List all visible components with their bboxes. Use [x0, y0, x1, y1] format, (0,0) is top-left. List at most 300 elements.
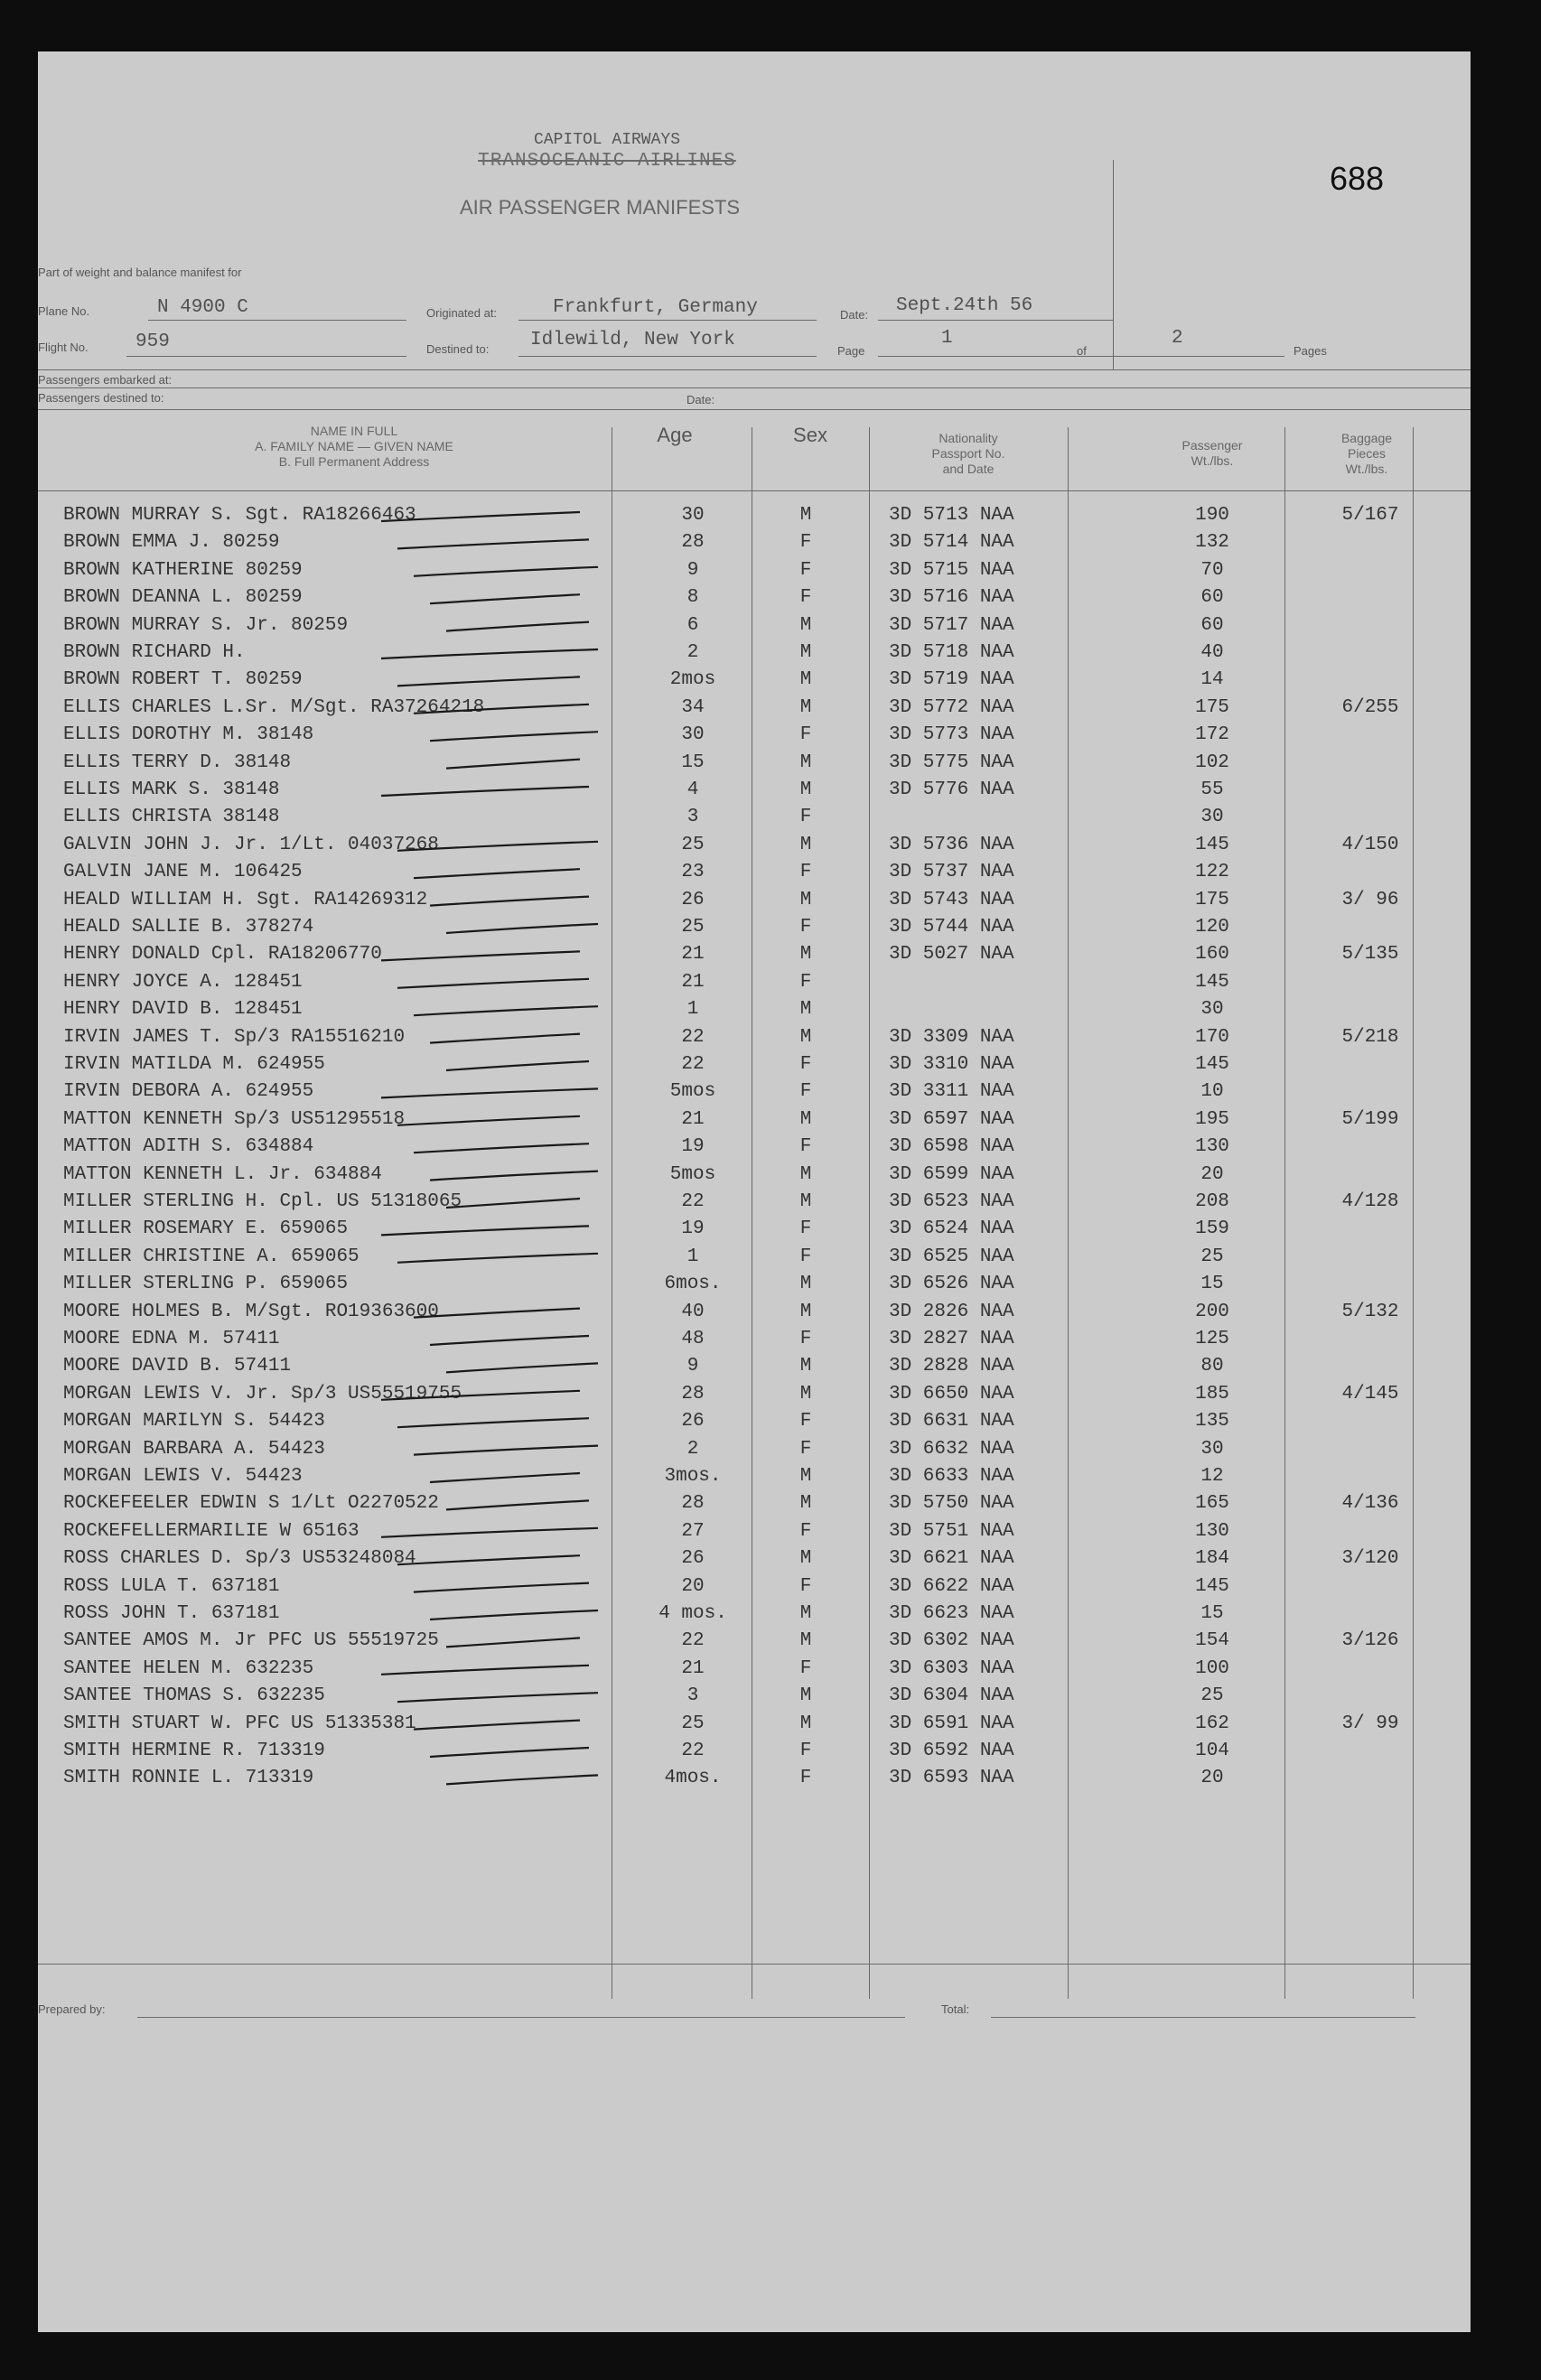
passenger-name: BROWN EMMA J. 80259: [63, 532, 280, 554]
prepared-label: Prepared by:: [38, 2002, 106, 2016]
passenger-age: 27: [681, 1520, 705, 1542]
passenger-weight: 70: [1200, 559, 1224, 581]
passenger-weight: 102: [1195, 751, 1229, 773]
passenger-weight: 154: [1195, 1630, 1229, 1652]
pen-stroke: [381, 787, 589, 796]
passenger-baggage: 5/132: [1341, 1301, 1399, 1322]
passenger-age: 4 mos.: [658, 1603, 727, 1624]
pen-stroke: [446, 1199, 580, 1208]
pen-stroke: [397, 539, 589, 548]
passenger-passport: 3D 5718 NAA: [889, 642, 1014, 663]
passenger-name: MORGAN LEWIS V. Jr. Sp/3 US55519755: [63, 1383, 462, 1405]
passenger-name: HEALD SALLIE B. 378274: [63, 917, 314, 938]
passenger-age: 20: [681, 1575, 705, 1597]
passenger-baggage: 3/ 99: [1341, 1713, 1399, 1734]
pen-stroke: [446, 1638, 580, 1647]
passenger-sex: F: [799, 1575, 812, 1597]
col-bag-line2: Pieces: [1347, 446, 1387, 461]
passenger-passport: 3D 5743 NAA: [889, 889, 1014, 910]
passenger-age: 9: [686, 559, 699, 581]
passenger-passport: 3D 5716 NAA: [889, 587, 1014, 609]
passenger-passport: 3D 5737 NAA: [889, 862, 1014, 883]
passenger-name: ROCKEFELLERMARILIE W 65163: [63, 1520, 360, 1542]
passenger-sex: M: [799, 1301, 812, 1322]
passenger-weight: 30: [1200, 999, 1224, 1021]
passenger-passport: 3D 2827 NAA: [889, 1329, 1014, 1349]
passenger-sex: M: [799, 1191, 812, 1212]
passenger-passport: 3D 3309 NAA: [889, 1026, 1014, 1048]
passenger-age: 22: [681, 1191, 705, 1212]
pen-stroke: [446, 1500, 589, 1509]
passenger-name: HENRY DAVID B. 128451: [63, 999, 303, 1021]
passenger-baggage: 4/128: [1341, 1191, 1399, 1212]
col-nat-line3: and Date: [942, 462, 995, 476]
passenger-sex: F: [799, 1218, 812, 1240]
passenger-baggage: 4/145: [1341, 1383, 1399, 1405]
passenger-age: 22: [681, 1630, 705, 1652]
passenger-name: SANTEE AMOS M. Jr PFC US 55519725: [63, 1630, 439, 1652]
passenger-age: 5mos: [669, 1081, 716, 1103]
passenger-sex: F: [799, 724, 812, 746]
passenger-name: ROSS LULA T. 637181: [63, 1575, 280, 1597]
passenger-sex: M: [799, 696, 812, 718]
passenger-name: SMITH RONNIE L. 713319: [63, 1768, 314, 1789]
passenger-baggage: 3/120: [1341, 1548, 1399, 1570]
passenger-sex: F: [799, 971, 812, 993]
passenger-name: BROWN MURRAY S. Sgt. RA18266463: [63, 505, 416, 526]
pen-stroke: [381, 951, 580, 960]
total-label: Total:: [941, 2002, 970, 2016]
passenger-name: GALVIN JANE M. 106425: [63, 862, 303, 883]
passenger-age: 30: [681, 724, 705, 746]
passenger-weight: 175: [1195, 889, 1229, 910]
passenger-weight: 25: [1200, 1685, 1224, 1707]
passenger-passport: 3D 5772 NAA: [889, 696, 1014, 718]
passenger-age: 23: [681, 862, 705, 883]
pen-stroke: [397, 1693, 598, 1702]
passenger-age: 4: [686, 779, 699, 800]
passenger-sex: F: [799, 1054, 812, 1075]
passenger-weight: 12: [1200, 1466, 1224, 1487]
passenger-weight: 145: [1195, 1054, 1229, 1075]
passenger-name: MILLER STERLING P. 659065: [63, 1274, 349, 1295]
col-bag-line1: Baggage: [1340, 431, 1393, 445]
passenger-passport: 3D 6523 NAA: [889, 1191, 1014, 1212]
pen-strokes: [38, 51, 1471, 2332]
passenger-passport: 3D 6592 NAA: [889, 1741, 1014, 1761]
passenger-passport: 3D 6632 NAA: [889, 1438, 1014, 1460]
pen-stroke: [446, 924, 598, 933]
date-value: Sept.24th 56: [896, 295, 1033, 316]
passenger-sex: F: [799, 587, 812, 609]
passenger-weight: 104: [1195, 1741, 1229, 1761]
passenger-age: 4mos.: [664, 1768, 722, 1789]
passenger-sex: M: [799, 614, 812, 636]
passenger-passport: 3D 2828 NAA: [889, 1356, 1014, 1377]
passenger-sex: M: [799, 1383, 812, 1405]
passenger-weight: 160: [1195, 944, 1229, 966]
passenger-age: 26: [681, 1411, 705, 1433]
passenger-name: ROCKEFEELER EDWIN S 1/Lt O2270522: [63, 1493, 439, 1515]
passenger-name: BROWN DEANNA L. 80259: [63, 587, 303, 609]
passenger-age: 22: [681, 1741, 705, 1761]
page-value: 1: [941, 328, 953, 349]
passenger-sex: F: [799, 1657, 812, 1679]
passenger-name: MORGAN BARBARA A. 54423: [63, 1438, 325, 1460]
passenger-weight: 185: [1195, 1383, 1229, 1405]
passenger-age: 26: [681, 1548, 705, 1570]
pen-stroke: [446, 1061, 589, 1070]
passenger-weight: 162: [1195, 1713, 1229, 1734]
passenger-weight: 172: [1195, 724, 1229, 746]
passenger-weight: 190: [1195, 505, 1229, 526]
rule-prepared: [137, 2017, 905, 2018]
pen-stroke: [430, 732, 598, 741]
passenger-weight: 200: [1195, 1301, 1229, 1322]
passenger-age: 34: [681, 696, 705, 718]
passenger-weight: 132: [1195, 532, 1229, 554]
passenger-age: 28: [681, 532, 705, 554]
passenger-name: IRVIN MATILDA M. 624955: [63, 1054, 325, 1075]
passenger-name: IRVIN DEBORA A. 624955: [63, 1081, 314, 1103]
passenger-weight: 25: [1200, 1246, 1224, 1267]
passenger-passport: 3D 6621 NAA: [889, 1548, 1014, 1570]
rule-total: [991, 2017, 1415, 2018]
passenger-sex: M: [799, 944, 812, 966]
pen-stroke: [430, 1034, 580, 1043]
col-sex-header: Sex: [793, 424, 827, 446]
passenger-sex: M: [799, 1685, 812, 1707]
pen-stroke: [430, 1748, 589, 1757]
pen-stroke: [381, 1528, 598, 1537]
pen-stroke: [414, 1721, 580, 1730]
pen-stroke: [397, 1116, 580, 1125]
struck-company-name: TRANSOCEANIC AIRLINES: [478, 151, 736, 172]
passenger-sex: M: [799, 1548, 812, 1570]
pen-stroke: [397, 677, 580, 686]
col-nat-line2: Passport No.: [931, 446, 1005, 461]
passenger-age: 2mos: [669, 669, 716, 691]
passenger-name: GALVIN JOHN J. Jr. 1/Lt. 04037268: [63, 834, 439, 855]
pen-stroke: [446, 622, 589, 631]
passenger-passport: 3D 6304 NAA: [889, 1685, 1014, 1707]
passenger-age: 25: [681, 834, 705, 855]
passenger-age: 3: [686, 1685, 699, 1707]
passenger-age: 21: [681, 1108, 705, 1130]
flight-label: Flight No.: [38, 341, 89, 354]
passenger-weight: 120: [1195, 917, 1229, 938]
flight-no: 959: [135, 331, 170, 352]
passenger-age: 2: [686, 1438, 699, 1460]
passenger-name: MILLER ROSEMARY E. 659065: [63, 1218, 349, 1240]
pen-stroke: [381, 1088, 598, 1097]
passenger-age: 19: [681, 1136, 705, 1158]
passenger-sex: F: [799, 1520, 812, 1542]
passenger-weight: 30: [1200, 807, 1224, 828]
passenger-weight: 145: [1195, 971, 1229, 993]
destined-label: Destined to:: [426, 342, 490, 356]
passenger-age: 30: [681, 505, 705, 526]
passenger-passport: 3D 5713 NAA: [889, 505, 1014, 526]
passenger-weight: 159: [1195, 1218, 1229, 1240]
passenger-age: 25: [681, 917, 705, 938]
passenger-age: 48: [681, 1329, 705, 1349]
passenger-age: 40: [681, 1301, 705, 1322]
pen-stroke: [414, 1583, 589, 1592]
pen-stroke: [446, 1363, 598, 1372]
passenger-weight: 125: [1195, 1329, 1229, 1349]
col-wt-line1: Passenger: [1181, 438, 1243, 453]
pen-stroke: [397, 1555, 580, 1564]
passenger-age: 1: [686, 1246, 699, 1267]
passenger-name: MILLER CHRISTINE A. 659065: [63, 1246, 360, 1267]
passenger-passport: 3D 5715 NAA: [889, 559, 1014, 581]
passenger-weight: 80: [1200, 1356, 1224, 1377]
passenger-age: 26: [681, 889, 705, 910]
passenger-age: 6: [686, 614, 699, 636]
col-name-line1: NAME IN FULL: [310, 424, 398, 438]
passenger-name: MATTON KENNETH L. Jr. 634884: [63, 1163, 382, 1185]
passenger-passport: 3D 5750 NAA: [889, 1493, 1014, 1515]
passenger-sex: F: [799, 807, 812, 828]
passenger-name: ELLIS DOROTHY M. 38148: [63, 724, 314, 746]
passenger-sex: M: [799, 505, 812, 526]
col-nat-line1: Nationality: [939, 431, 998, 445]
plane-no: N 4900 C: [157, 297, 248, 318]
passenger-age: 25: [681, 1713, 705, 1734]
passenger-weight: 145: [1195, 834, 1229, 855]
part-of-label: Part of weight and balance manifest for: [38, 266, 242, 279]
passenger-age: 1: [686, 999, 699, 1021]
passenger-weight: 195: [1195, 1108, 1229, 1130]
pen-stroke: [397, 1254, 598, 1263]
passenger-name: BROWN RICHARD H.: [63, 642, 246, 663]
passenger-age: 22: [681, 1054, 705, 1075]
passenger-passport: 3D 5775 NAA: [889, 751, 1014, 773]
passenger-sex: M: [799, 1603, 812, 1624]
passenger-passport: 3D 6598 NAA: [889, 1136, 1014, 1158]
pen-stroke: [430, 1336, 589, 1345]
pen-stroke: [397, 1418, 589, 1427]
passenger-sex: F: [799, 917, 812, 938]
col-name-line3: B. Full Permanent Address: [278, 454, 430, 469]
passenger-name: SMITH STUART W. PFC US 51335381: [63, 1713, 416, 1734]
passenger-sex: F: [799, 1411, 812, 1433]
passenger-sex: F: [799, 559, 812, 581]
passenger-sex: M: [799, 1026, 812, 1048]
passenger-passport: 3D 5773 NAA: [889, 724, 1014, 746]
passenger-sex: F: [799, 532, 812, 554]
pen-stroke: [381, 512, 580, 521]
passenger-weight: 145: [1195, 1575, 1229, 1597]
passenger-sex: F: [799, 862, 812, 883]
passenger-name: SMITH HERMINE R. 713319: [63, 1741, 325, 1761]
pen-stroke: [414, 567, 598, 576]
passenger-passport: 3D 5717 NAA: [889, 614, 1014, 636]
passenger-passport: 3D 6593 NAA: [889, 1768, 1014, 1789]
pen-stroke: [430, 1171, 598, 1181]
passenger-weight: 60: [1200, 614, 1224, 636]
page-number: 688: [1330, 160, 1385, 197]
passenger-name: ELLIS MARK S. 38148: [63, 779, 280, 800]
pages-label: Pages: [1294, 344, 1327, 358]
pen-stroke: [397, 842, 598, 851]
passenger-baggage: 5/218: [1341, 1026, 1399, 1048]
pen-stroke: [414, 869, 580, 878]
originated-label: Originated at:: [426, 306, 498, 320]
passenger-passport: 3D 5714 NAA: [889, 532, 1014, 554]
pen-stroke: [381, 649, 598, 658]
pen-stroke: [414, 1446, 598, 1455]
passenger-passport: 3D 6526 NAA: [889, 1274, 1014, 1295]
pen-stroke: [446, 1775, 598, 1784]
passenger-age: 21: [681, 971, 705, 993]
passenger-sex: M: [799, 751, 812, 773]
passenger-passport: 3D 3311 NAA: [889, 1081, 1014, 1103]
passenger-name: HENRY JOYCE A. 128451: [63, 971, 303, 993]
passenger-weight: 208: [1195, 1191, 1229, 1212]
passenger-passport: 3D 6591 NAA: [889, 1713, 1014, 1734]
passenger-sex: M: [799, 1356, 812, 1377]
passenger-sex: F: [799, 1136, 812, 1158]
passenger-weight: 184: [1195, 1548, 1229, 1570]
passenger-passport: 3D 6631 NAA: [889, 1411, 1014, 1433]
pen-stroke: [430, 1473, 580, 1482]
passenger-weight: 15: [1200, 1274, 1224, 1295]
passenger-name: MILLER STERLING H. Cpl. US 51318065: [63, 1191, 462, 1212]
passenger-name: MATTON ADITH S. 634884: [63, 1136, 314, 1158]
passenger-weight: 60: [1200, 587, 1224, 609]
passenger-sex: M: [799, 889, 812, 910]
passenger-passport: 3D 6633 NAA: [889, 1466, 1014, 1487]
passenger-age: 9: [686, 1356, 699, 1377]
passenger-sex: M: [799, 642, 812, 663]
passenger-age: 6mos.: [664, 1274, 722, 1295]
passenger-weight: 100: [1195, 1657, 1229, 1679]
passenger-name: ELLIS TERRY D. 38148: [63, 751, 292, 773]
passenger-sex: F: [799, 1329, 812, 1349]
passenger-passport: 3D 6302 NAA: [889, 1630, 1014, 1652]
passenger-passport: 3D 5751 NAA: [889, 1520, 1014, 1542]
passenger-age: 2: [686, 642, 699, 663]
passenger-sex: M: [799, 834, 812, 855]
col-name-line2: A. FAMILY NAME — GIVEN NAME: [255, 439, 453, 453]
passenger-name: ROSS CHARLES D. Sp/3 US53248084: [63, 1548, 416, 1570]
passenger-name: IRVIN JAMES T. Sp/3 RA15516210: [63, 1026, 406, 1048]
passenger-sex: M: [799, 999, 812, 1021]
passenger-name: MATTON KENNETH Sp/3 US51295518: [63, 1108, 406, 1130]
passenger-weight: 130: [1195, 1520, 1229, 1542]
passenger-sex: M: [799, 1274, 812, 1295]
pen-stroke: [430, 897, 589, 906]
rule-table-bottom: [38, 1964, 1471, 1965]
passenger-name: HEALD WILLIAM H. Sgt. RA14269312: [63, 889, 428, 910]
date2-label: Date:: [686, 393, 715, 406]
passenger-passport: 3D 5776 NAA: [889, 779, 1014, 800]
passenger-name: MOORE DAVID B. 57411: [63, 1356, 292, 1377]
passenger-age: 22: [681, 1026, 705, 1048]
passenger-weight: 15: [1200, 1603, 1224, 1624]
passenger-sex: M: [799, 669, 812, 691]
passenger-sex: M: [799, 1493, 812, 1515]
passenger-weight: 130: [1195, 1136, 1229, 1158]
embarked-label: Passengers embarked at:: [38, 373, 173, 387]
page-label: Page: [837, 344, 865, 358]
passenger-weight: 135: [1195, 1411, 1229, 1433]
passenger-baggage: 3/ 96: [1341, 889, 1399, 910]
passenger-sex: M: [799, 1163, 812, 1185]
passenger-passport: 3D 6524 NAA: [889, 1218, 1014, 1240]
pen-stroke: [381, 1226, 589, 1235]
passenger-baggage: 4/136: [1341, 1493, 1399, 1515]
passenger-sex: F: [799, 1768, 812, 1789]
passenger-age: 15: [681, 751, 705, 773]
passenger-passport: 3D 6599 NAA: [889, 1163, 1014, 1185]
of-label: of: [1077, 344, 1087, 358]
passenger-baggage: 5/135: [1341, 944, 1399, 966]
passenger-age: 28: [681, 1493, 705, 1515]
passenger-weight: 175: [1195, 696, 1229, 718]
pen-stroke: [381, 1391, 580, 1400]
pen-stroke: [414, 705, 589, 714]
pen-stroke: [414, 1309, 580, 1318]
passenger-name: SANTEE THOMAS S. 632235: [63, 1685, 325, 1707]
passenger-sex: M: [799, 1630, 812, 1652]
passenger-passport: 3D 6597 NAA: [889, 1108, 1014, 1130]
passenger-passport: 3D 5719 NAA: [889, 669, 1014, 691]
passenger-age: 8: [686, 587, 699, 609]
passenger-baggage: 6/255: [1341, 696, 1399, 718]
col-wt-line2: Wt./lbs.: [1191, 453, 1234, 468]
passenger-weight: 40: [1200, 642, 1224, 663]
passenger-weight: 170: [1195, 1026, 1229, 1048]
passenger-passport: 3D 5736 NAA: [889, 834, 1014, 855]
date-label: Date:: [840, 308, 869, 322]
passenger-passport: 3D 6650 NAA: [889, 1383, 1014, 1405]
passenger-weight: 165: [1195, 1493, 1229, 1515]
originated-value: Frankfurt, Germany: [553, 297, 758, 318]
pen-stroke: [397, 979, 589, 988]
passenger-weight: 20: [1200, 1768, 1224, 1789]
passenger-passport: 3D 3310 NAA: [889, 1054, 1014, 1075]
passenger-sex: F: [799, 1246, 812, 1267]
pen-stroke: [446, 760, 580, 769]
passenger-name: ELLIS CHARLES L.Sr. M/Sgt. RA37264218: [63, 696, 485, 718]
passenger-baggage: 4/150: [1341, 834, 1399, 855]
passenger-passport: 3D 5027 NAA: [889, 944, 1014, 966]
passenger-baggage: 3/126: [1341, 1630, 1399, 1652]
passenger-age: 21: [681, 944, 705, 966]
passenger-weight: 10: [1200, 1081, 1224, 1103]
passenger-age: 3: [686, 807, 699, 828]
passenger-sex: M: [799, 779, 812, 800]
passenger-passport: 3D 6623 NAA: [889, 1603, 1014, 1624]
passenger-baggage: 5/199: [1341, 1108, 1399, 1130]
col-age-header: Age: [657, 424, 693, 446]
passenger-age: 3mos.: [664, 1466, 722, 1487]
passenger-passport: 3D 5744 NAA: [889, 917, 1014, 938]
pen-stroke: [381, 1666, 589, 1675]
passenger-name: MORGAN LEWIS V. 54423: [63, 1466, 303, 1487]
col-bag-line3: Wt./lbs.: [1345, 462, 1388, 476]
passenger-weight: 30: [1200, 1438, 1224, 1460]
form-title: AIR PASSENGER MANIFESTS: [459, 196, 741, 219]
pen-stroke: [414, 1143, 589, 1153]
passenger-name: MOORE HOLMES B. M/Sgt. RO19363600: [63, 1301, 439, 1322]
passenger-passport: 3D 6303 NAA: [889, 1657, 1014, 1679]
passenger-name: MOORE EDNA M. 57411: [63, 1329, 280, 1349]
destined-for-label: Passengers destined to:: [38, 391, 164, 405]
